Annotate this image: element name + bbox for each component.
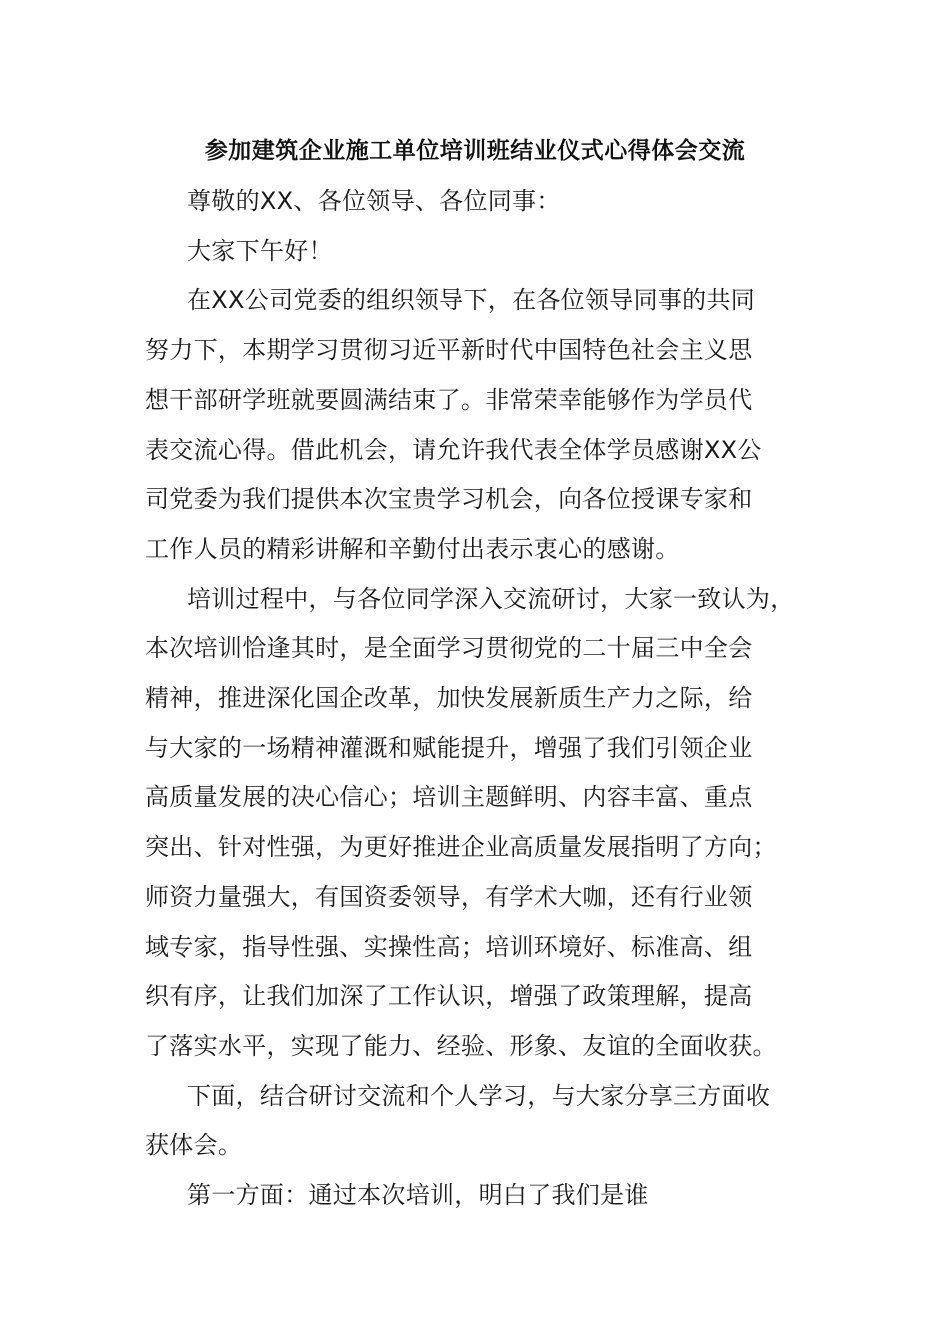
paragraph-line: 在XX公司党委的组织领导下，在各位领导同事的共同 [187,286,756,315]
paragraph-line: 了落实水平，实现了能力、经验、形象、友谊的全面收获。 [145,1031,777,1060]
paragraph-line: 本次培训恰逢其时，是全面学习贯彻党的二十届三中全会 [145,634,753,663]
paragraph-line: 下面，结合研讨交流和个人学习，与大家分享三方面收 [187,1081,771,1110]
paragraph-2 [145,575,817,1072]
paragraph-line: 工作人员的精彩讲解和辛勤付出表示衷心的感谢。 [145,534,680,563]
salutation: 尊敬的XX、各位领导、各位同事： [187,187,561,215]
paragraph-line: 织有序，让我们加深了工作认识，增强了政策理解，提高 [145,982,753,1011]
paragraph-line: 师资力量强大，有国资委领导，有学术大咖，还有行业领 [145,882,753,911]
paragraph-line: 想干部研学班就要圆满结束了。非常荣幸能够作为学员代 [145,385,753,414]
paragraph-line: 司党委为我们提供本次宝贵学习机会，向各位授课专家和 [145,485,753,514]
paragraph-line: 获体会。 [145,1131,243,1160]
greeting: 大家下午好！ [187,236,333,265]
paragraph-line: 域专家，指导性强、实操性高；培训环境好、标准高、组 [145,932,753,961]
paragraph-line: 高质量发展的决心信心；培训主题鲜明、内容丰富、重点 [145,783,753,812]
paragraph-3 [145,1072,817,1171]
paragraph-line: 精神，推进深化国企改革，加快发展新质生产力之际，给 [145,684,753,713]
document-title: 参加建筑企业施工单位培训班结业仪式心得体会交流 [204,138,746,164]
paragraph-line: 表交流心得。借此机会，请允许我代表全体学员感谢XX公 [145,435,762,464]
paragraph-line: 努力下，本期学习贯彻习近平新时代中国特色社会主义思 [145,336,753,365]
paragraph-line: 培训过程中，与各位同学深入交流研讨，大家一致认为， [187,584,795,613]
paragraph-line: 与大家的一场精神灌溉和赋能提升，增强了我们引领企业 [145,733,753,762]
document-body [145,177,817,1221]
paragraph-1 [145,276,817,574]
paragraph-line: 突出、针对性强，为更好推进企业高质量发展指明了方向； [145,833,777,862]
section-heading: 第一方面：通过本次培训，明白了我们是谁 [187,1181,649,1210]
